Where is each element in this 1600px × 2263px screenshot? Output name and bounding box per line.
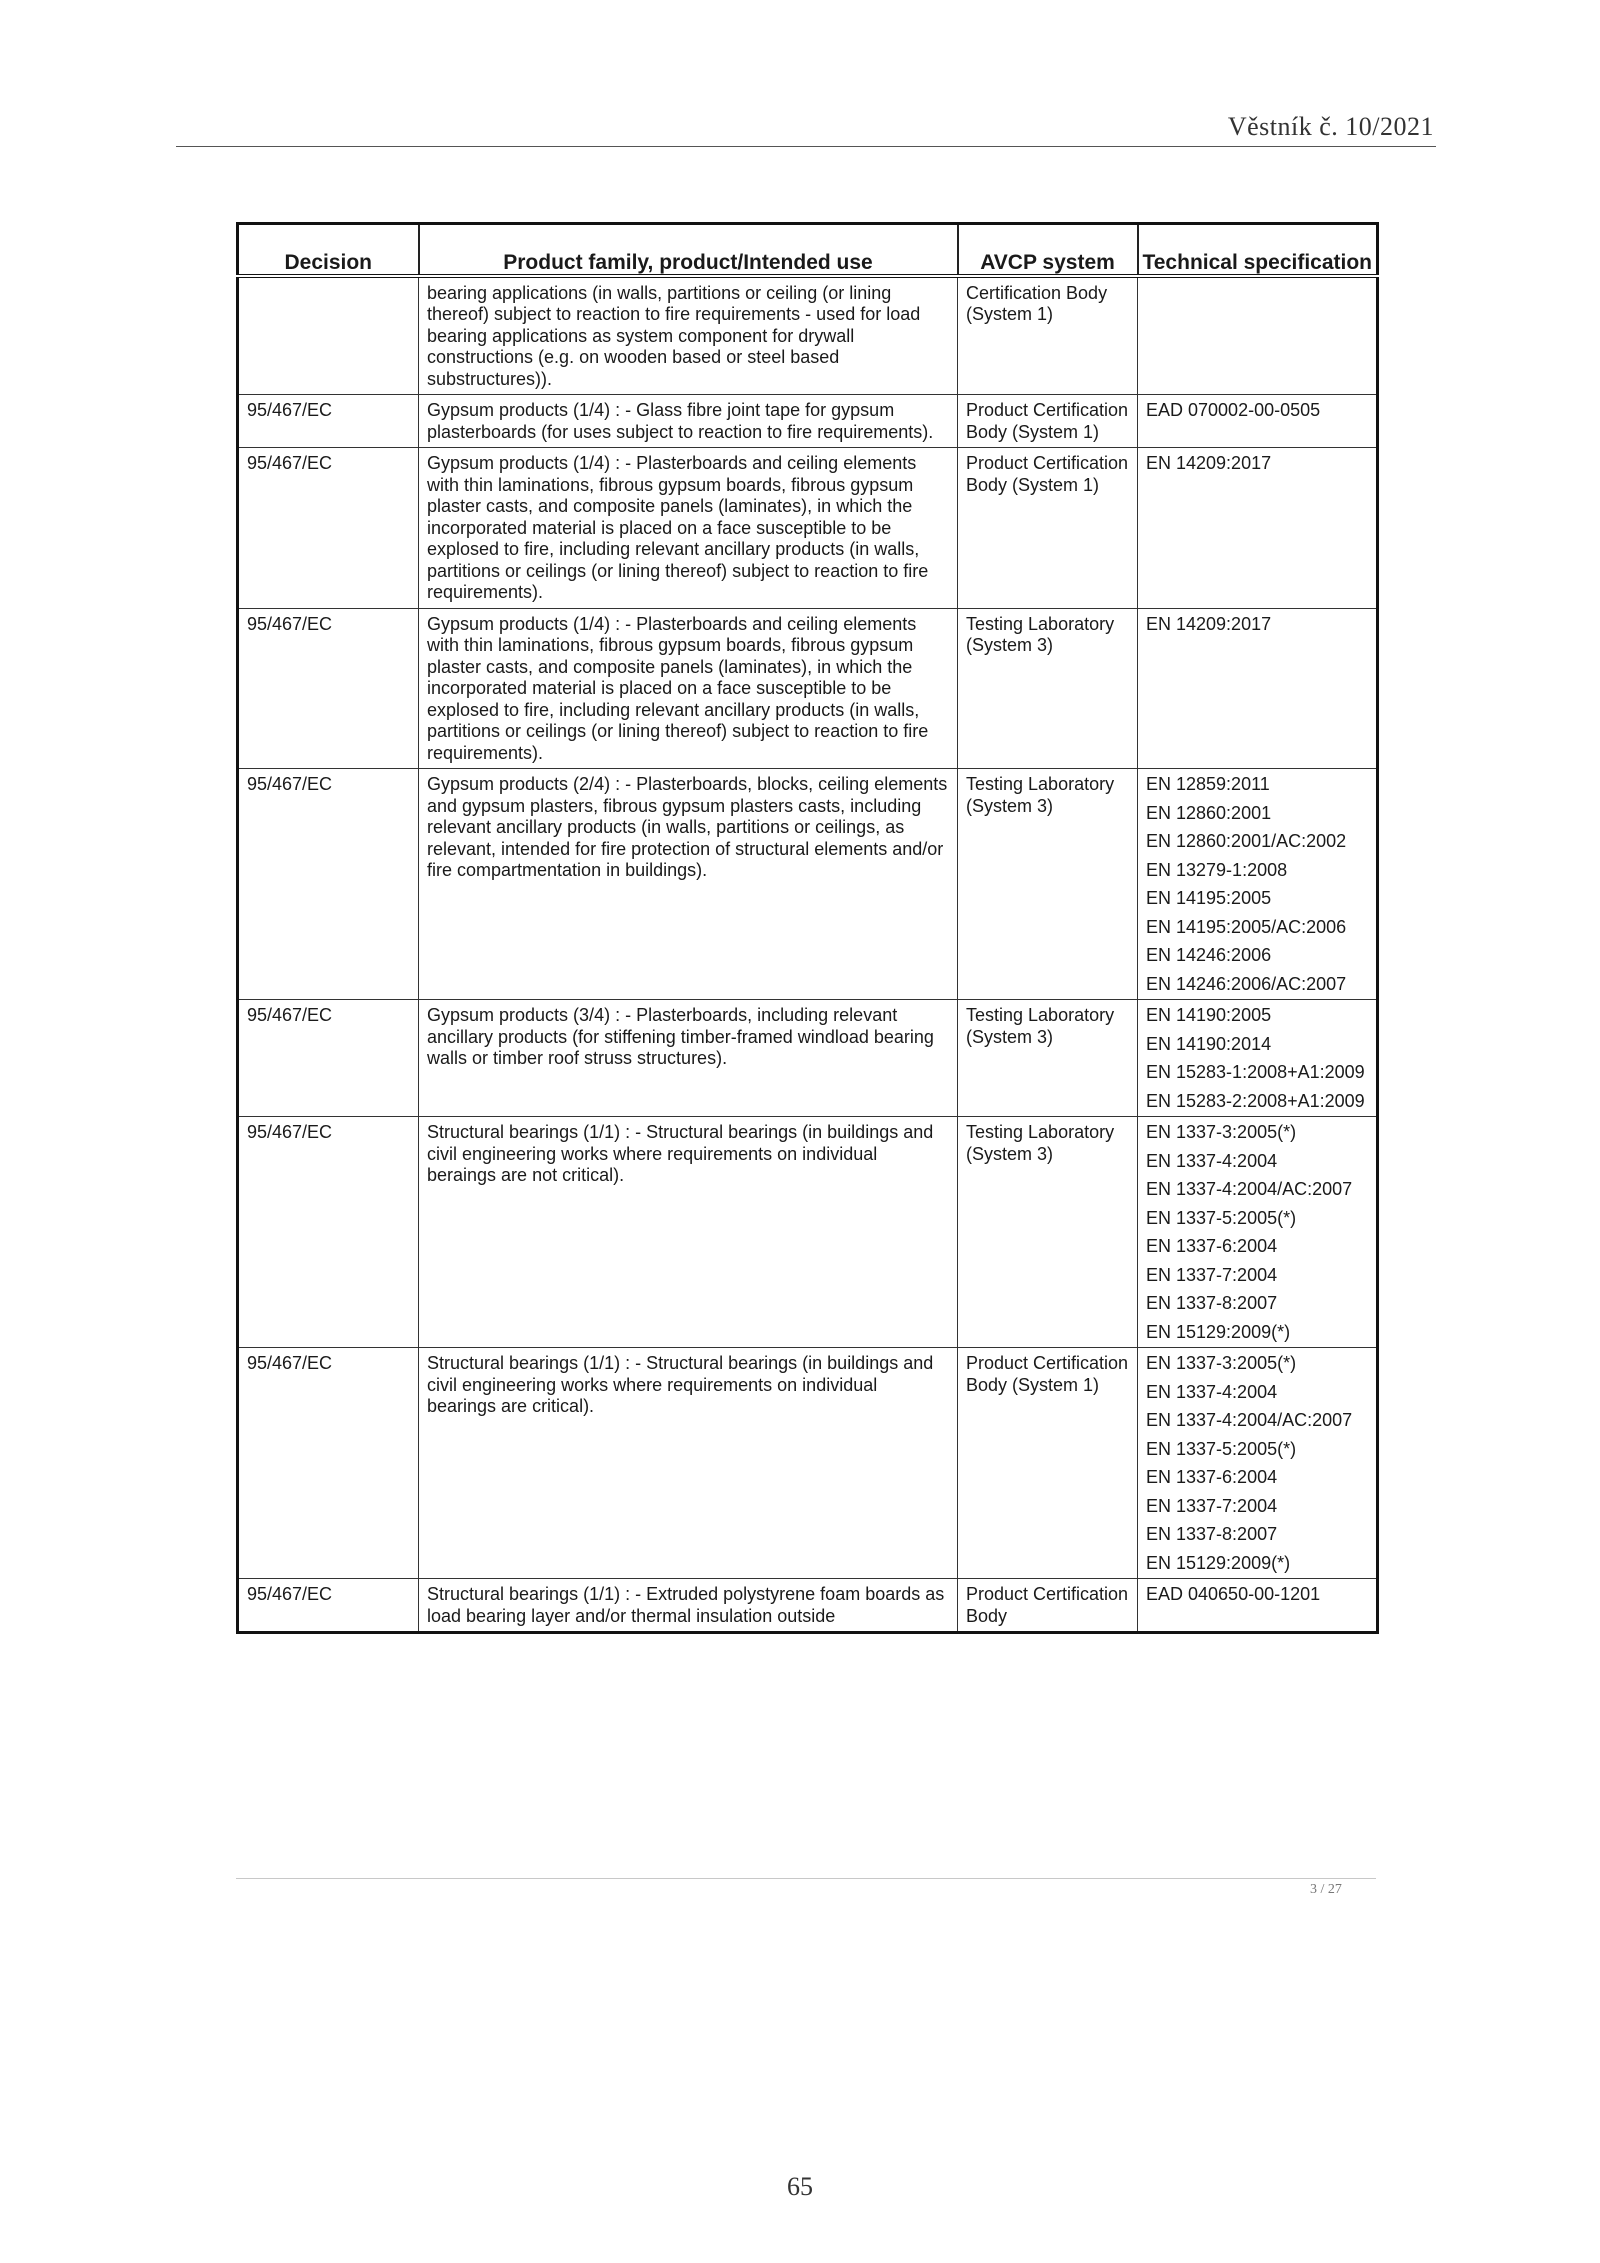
column-header-decision: Decision [238,224,419,276]
spec-item: EN 13279-1:2008 [1146,859,1288,880]
product-cell: Structural bearings (1/1) : - Structural bearings (in buildings and civil engineering works where requirements on individual beraings are not critical). [419,1117,958,1348]
decisions-table [236,222,1379,1634]
spec-item: EN 1337-6:2004 [1146,1467,1278,1487]
spec-cell [1138,448,1378,609]
column-header-spec: Technical specification [1138,224,1378,276]
spec-item: EN 1337-4:2004 [1146,1150,1278,1171]
avcp-cell: Product Certification Body (System 1) [958,448,1138,609]
column-header-product: Product family, product/Intended use [419,224,958,276]
avcp-cell: Testing Laboratory (System 3) [958,1000,1138,1117]
decision-cell: 95/467/EC [238,1579,419,1633]
product-cell: Gypsum products (2/4) : - Plasterboards, blocks, ceiling elements and gypsum plasters, fibrous gypsum plasters casts, including relevant ancillary products (in walls, partitions or ceilings, as relevant, intended for fire protection of structural elements and/or fire compartmentation in buildings). [419,769,958,1000]
spec-item: EN 1337-3:2005(*) [1146,1353,1297,1373]
spec-item: EN 14195:2005/AC:2006 [1146,916,1347,937]
table-header-row [238,224,1378,276]
spec-item: EAD 070002-00-0505 [1146,400,1321,420]
header-rule [176,146,1436,147]
product-cell: bearing applications (in walls, partitions or ceiling (or lining thereof) subject to reaction to fire requirements - used for load bearing applications as system component for drywall constructions (e.g. on wooden based or steel based substructures)). [419,276,958,395]
table-row [238,1000,1378,1117]
avcp-cell: Product Certification Body (System 1) [958,1348,1138,1579]
spec-item: EN 15129:2009(*) [1146,1321,1291,1342]
spec-cell [1138,1000,1378,1117]
table-row [238,395,1378,448]
spec-item: EN 1337-3:2005(*) [1146,1122,1297,1142]
avcp-cell: Certification Body (System 1) [958,276,1138,395]
spec-item: EAD 040650-00-1201 [1146,1584,1321,1604]
decision-cell: 95/467/EC [238,395,419,448]
table-row [238,608,1378,769]
spec-item: EN 14209:2017 [1146,613,1272,634]
product-cell: Structural bearings (1/1) : - Structural bearings (in buildings and civil engineering works where requirements on individual bearings are critical). [419,1348,958,1579]
product-cell: Gypsum products (1/4) : - Glass fibre joint tape for gypsum plasterboards (for uses subject to reaction to fire requirements). [419,395,958,448]
page-counter: 3 / 27 [1310,1882,1342,1897]
column-header-avcp: AVCP system [958,224,1138,276]
spec-cell [1138,395,1378,448]
decision-cell: 95/467/EC [238,448,419,609]
spec-cell [1138,276,1378,395]
table-body [238,276,1378,1633]
spec-item: EN 1337-5:2005(*) [1146,1207,1297,1228]
footer-rule [236,1878,1376,1879]
spec-item: EN 15129:2009(*) [1146,1552,1291,1573]
avcp-cell: Testing Laboratory (System 3) [958,608,1138,769]
decision-cell: 95/467/EC [238,769,419,1000]
page-number: 65 [787,2172,813,2201]
decision-cell: 95/467/EC [238,1117,419,1348]
table-row [238,448,1378,609]
spec-cell [1138,1117,1378,1348]
spec-cell [1138,608,1378,769]
table-row [238,1579,1378,1633]
spec-item: EN 1337-4:2004/AC:2007 [1146,1410,1353,1430]
spec-item: EN 15283-1:2008+A1:2009 [1146,1062,1365,1082]
decision-cell: 95/467/EC [238,1000,419,1117]
avcp-cell: Product Certification Body [958,1579,1138,1633]
table-row [238,1348,1378,1579]
spec-item: EN 15283-2:2008+A1:2009 [1146,1090,1365,1111]
spec-item: EN 1337-4:2004/AC:2007 [1146,1179,1353,1199]
table-row [238,1117,1378,1348]
product-cell: Gypsum products (1/4) : - Plasterboards and ceiling elements with thin laminations, fibrous gypsum boards, fibrous gypsum plaster casts, and composite panels (laminates), in which the incorporated material is placed on a face susceptible to be explosed to fire, including relevant ancillary products (in walls, partitions or ceilings (or lining thereof) subject to reaction to fire requirements). [419,608,958,769]
spec-item: EN 1337-4:2004 [1146,1381,1278,1402]
avcp-cell: Product Certification Body (System 1) [958,395,1138,448]
spec-item: EN 12860:2001 [1146,802,1272,823]
spec-cell [1138,1579,1378,1633]
table-row [238,276,1378,395]
spec-item: EN 14246:2006 [1146,945,1272,965]
avcp-cell: Testing Laboratory (System 3) [958,769,1138,1000]
product-cell: Gypsum products (3/4) : - Plasterboards, including relevant ancillary products (for stiffening timber-framed windload bearing walls or timber roof struss structures). [419,1000,958,1117]
spec-cell [1138,1348,1378,1579]
spec-item: EN 1337-8:2007 [1146,1524,1278,1544]
table-row [238,769,1378,1000]
spec-item: EN 1337-8:2007 [1146,1293,1278,1313]
product-cell: Gypsum products (1/4) : - Plasterboards and ceiling elements with thin laminations, fibrous gypsum boards, fibrous gypsum plaster casts, and composite panels (laminates), in which the incorporated material is placed on a face susceptible to be explosed to fire, including relevant ancillary products (in walls, partitions or ceilings (or lining thereof) subject to reaction to fire requirements). [419,448,958,609]
spec-item: EN 1337-6:2004 [1146,1236,1278,1256]
decision-cell [238,276,419,395]
spec-item: EN 12859:2011 [1146,774,1270,794]
spec-cell [1138,769,1378,1000]
product-cell: Structural bearings (1/1) : - Extruded polystyrene foam boards as load bearing layer and/or thermal insulation outside [419,1579,958,1633]
decision-cell: 95/467/EC [238,1348,419,1579]
spec-item: EN 14190:2014 [1146,1033,1272,1054]
spec-item: EN 14246:2006/AC:2007 [1146,973,1347,994]
spec-item: EN 1337-5:2005(*) [1146,1438,1297,1459]
spec-item: EN 14195:2005 [1146,888,1272,908]
spec-item: EN 14190:2005 [1146,1005,1272,1025]
decision-cell: 95/467/EC [238,608,419,769]
spec-item: EN 1337-7:2004 [1146,1264,1278,1285]
spec-item: EN 12860:2001/AC:2002 [1146,831,1347,851]
journal-header: Věstník č. 10/2021 [1227,112,1434,141]
spec-item: EN 14209:2017 [1146,453,1272,473]
spec-item: EN 1337-7:2004 [1146,1495,1278,1516]
avcp-cell: Testing Laboratory (System 3) [958,1117,1138,1348]
